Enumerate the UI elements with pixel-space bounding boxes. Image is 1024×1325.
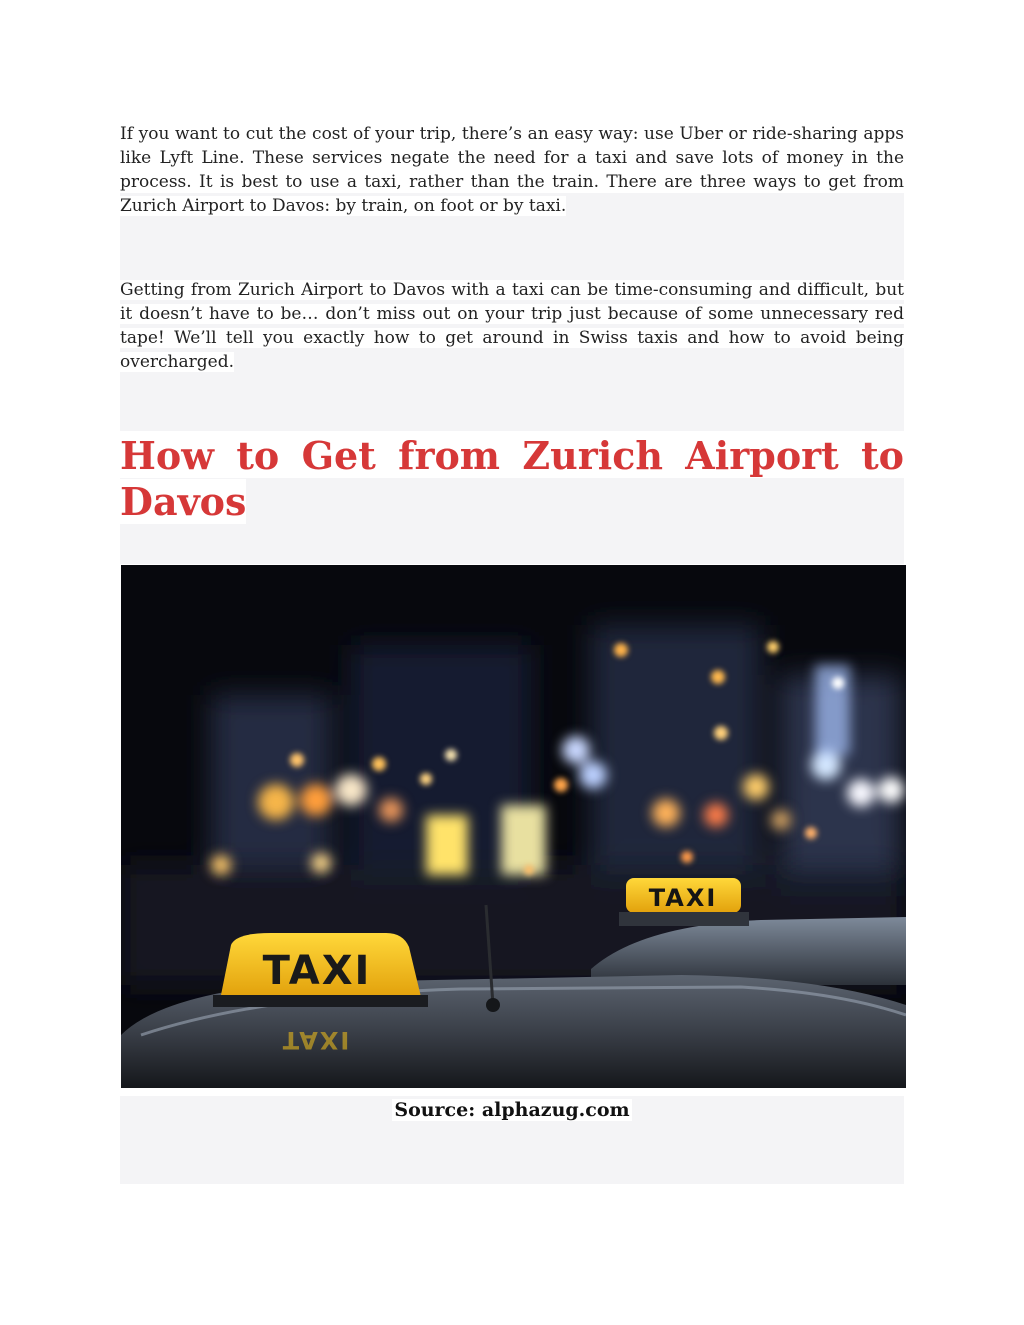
taxi-photo [121,565,906,1088]
caption-text: Source: alphazug.com [394,1099,630,1121]
front-taxi-sign-base [213,995,428,1007]
page-title: How to Get from Zurich Airport to Davos [120,433,904,524]
roof-reflection: TAXI [282,1026,352,1054]
paragraph-2 [120,278,904,374]
paragraph-1 [120,122,904,218]
section-heading [120,433,904,525]
paragraph-1-text: If you want to cut the cost of your trip, there’s an easy way: use Uber or ride-sharing apps like Lyft Line. These services negate the need for a taxi and save lots of money in the process. It is best to use a taxi, rather than the train. There are three ways to get from Zurich Airport to Davos: by train, on foot or by taxi. [120,124,904,216]
back-taxi-sign-label: TAXI [648,884,718,912]
paragraph-2-text: Getting from Zurich Airport to Davos with a taxi can be time-consuming and difficult, but it doesn’t have to be… don’t miss out on your trip just because of some unnecessary red tape! We’ll tell you exactly how to get around in Swiss taxis and how to avoid being overcharged. [120,280,904,372]
image-caption [120,1097,904,1123]
antenna-base [486,998,500,1012]
front-taxi-sign-label: TAXI [262,948,372,994]
back-taxi-sign-base [619,912,749,926]
